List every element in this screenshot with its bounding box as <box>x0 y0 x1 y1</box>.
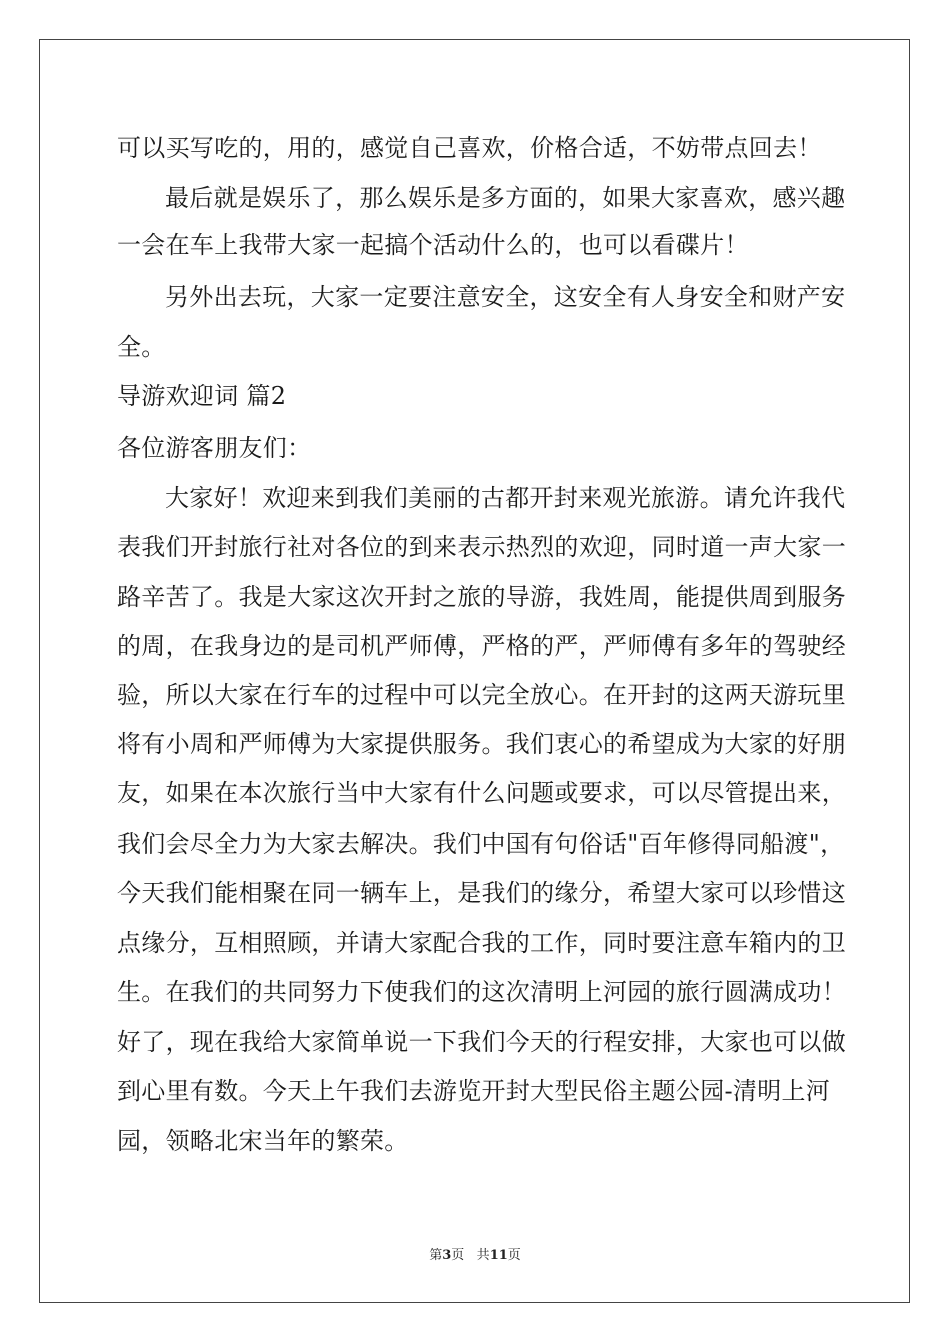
paragraph-line: 可以买写吃的，用的，感觉自己喜欢，价格合适，不妨带点回去！ <box>117 134 822 162</box>
page-border <box>39 39 910 1303</box>
total-page-count: 11 <box>489 1248 508 1263</box>
current-page-number: 3 <box>442 1248 452 1263</box>
paragraph-line: 将有小周和严师傅为大家提供服务。我们衷心的希望成为大家的好朋 <box>117 730 846 758</box>
total-prefix: 共 <box>476 1248 490 1263</box>
paragraph-line: 验，所以大家在行车的过程中可以完全放心。在开封的这两天游玩里 <box>117 681 846 709</box>
paragraph-line: 园，领略北宋当年的繁荣。 <box>117 1127 409 1155</box>
paragraph-line: 我们会尽全力为大家去解决。我们中国有句俗话"百年修得同船渡"， <box>117 830 845 858</box>
paragraph-line: 今天我们能相聚在同一辆车上，是我们的缘分，希望大家可以珍惜这 <box>117 879 846 907</box>
paragraph-line: 好了，现在我给大家简单说一下我们今天的行程安排，大家也可以做 <box>117 1028 846 1056</box>
paragraph-line: 全。 <box>117 333 166 361</box>
paragraph-line: 另外出去玩，大家一定要注意安全，这安全有人身安全和财产安 <box>165 283 846 311</box>
paragraph-line: 大家好！欢迎来到我们美丽的古都开封来观光旅游。请允许我代 <box>165 484 846 512</box>
paragraph-line: 生。在我们的共同努力下使我们的这次清明上河园的旅行圆满成功！ <box>117 978 846 1006</box>
paragraph-line: 点缘分，互相照顾，并请大家配合我的工作，同时要注意车箱内的卫 <box>117 929 846 957</box>
paragraph-line: 表我们开封旅行社对各位的到来表示热烈的欢迎，同时道一声大家一 <box>117 533 846 561</box>
paragraph-line: 最后就是娱乐了，那么娱乐是多方面的，如果大家喜欢，感兴趣 <box>165 184 846 212</box>
section-heading: 导游欢迎词 篇2 <box>117 382 287 410</box>
page-footer <box>0 1248 950 1264</box>
paragraph-line: 的周，在我身边的是司机严师傅，严格的严，严师傅有多年的驾驶经 <box>117 632 846 660</box>
paragraph-line: 一会在车上我带大家一起搞个活动什么的，也可以看碟片！ <box>117 231 749 259</box>
paragraph-line: 友，如果在本次旅行当中大家有什么问题或要求，可以尽管提出来， <box>117 779 846 807</box>
greeting-line: 各位游客朋友们： <box>117 434 312 462</box>
page-prefix: 第 <box>429 1248 443 1263</box>
paragraph-line: 路辛苦了。我是大家这次开封之旅的导游，我姓周，能提供周到服务 <box>117 583 846 611</box>
page-suffix: 页 <box>451 1248 465 1263</box>
total-suffix: 页 <box>507 1248 521 1263</box>
paragraph-line: 到心里有数。今天上午我们去游览开封大型民俗主题公园-清明上河 <box>117 1077 831 1105</box>
